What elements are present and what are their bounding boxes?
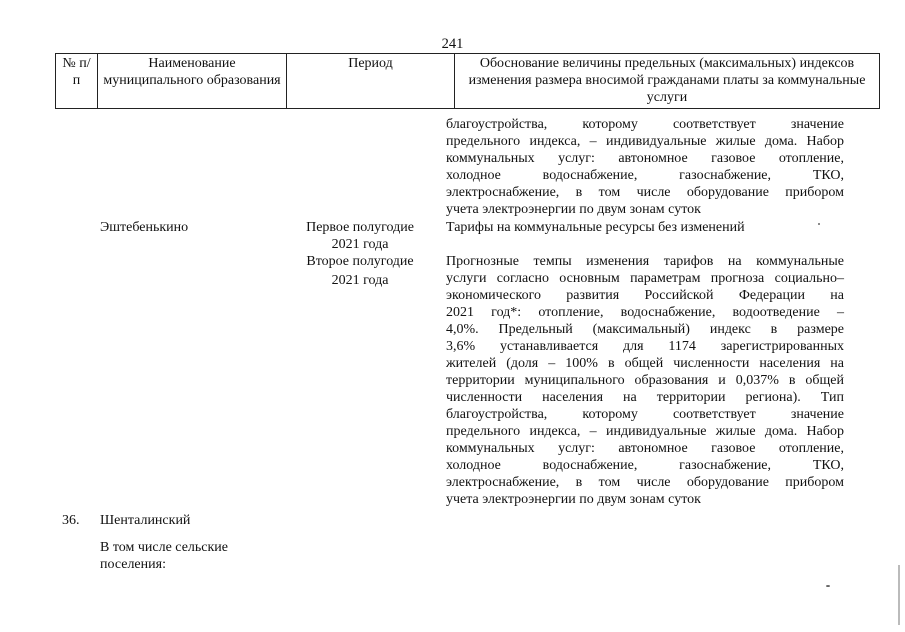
text-line: 2021 год*: отопление, водоснабжение, водоотведение – [446,305,844,320]
header-period: Период [287,54,455,109]
text-line: 4,0%. Предельный (максимальный) индекс в размере [446,322,844,337]
header-name: Наименование муниципального образования [98,54,287,109]
text-line: коммунальных услуг: автономное газовое отопление, [446,441,844,456]
text-line: благоустройства, которому соответствует значение [446,407,844,422]
district-name: Шенталинский [100,513,191,528]
text-line: учета электроэнергии по двум зонам суток [446,202,701,217]
table-header [55,53,880,109]
period-1-text: Тарифы на коммунальные ресурсы без изменений [446,220,745,235]
header-number: № п/п [56,54,98,109]
municipality-name: Эштебенькино [100,220,189,235]
period-2-line-2: 2021 года [331,273,389,288]
scan-speck [818,223,820,225]
text-line: предельного индекса, – индивидуальные жилые дома. Набор [446,134,844,149]
text-line: численности населения на территории региона). Тип [446,390,844,405]
scan-edge [898,565,900,625]
text-line: Прогнозные темпы изменения тарифов на коммунальные [446,254,844,269]
text-line: коммунальных услуг: автономное газовое отопление, [446,151,844,166]
period-1-line-1: Первое полугодие [306,220,414,235]
scan-speck [826,585,830,587]
text-line: экономического развития Российской Федерации на [446,288,844,303]
text-line: электроснабжение, в том числе оборудование прибором [446,475,844,490]
page-number: 241 [441,36,464,52]
text-line: холодное водоснабжение, газоснабжение, ТКО, [446,168,844,183]
text-line: территории муниципального образования и 0,037% в общей [446,373,844,388]
text-line: услуги согласно основным параметрам прогноза социально– [446,271,844,286]
text-line: 3,6% устанавливается для 1174 зарегистрированных [446,339,844,354]
header-justification: Обоснование величины предельных (максимальных) индексов изменения размера вносимой гражданами платы за коммунальные услуги [455,54,880,109]
period-1-line-2: 2021 года [331,237,389,252]
row-number: 36. [62,513,80,528]
subheading-line-2: поселения: [100,557,166,572]
text-line: предельного индекса, – индивидуальные жилые дома. Набор [446,424,844,439]
text-line: жителей (доля – 100% в общей численности населения на [446,356,844,371]
text-line: электроснабжение, в том числе оборудование прибором [446,185,844,200]
text-line: холодное водоснабжение, газоснабжение, ТКО, [446,458,844,473]
period-2-line-1: Второе полугодие [306,254,414,269]
text-line: благоустройства, которому соответствует значение [446,117,844,132]
text-line: учета электроэнергии по двум зонам суток [446,492,701,507]
subheading-line-1: В том числе сельские [100,540,229,555]
